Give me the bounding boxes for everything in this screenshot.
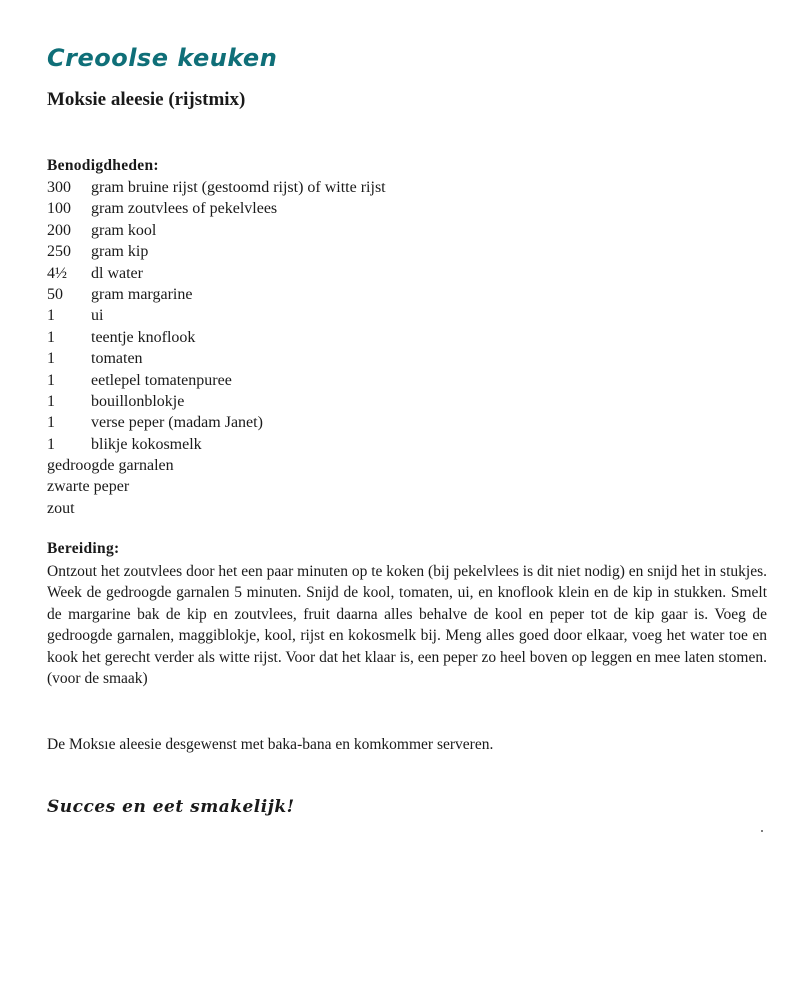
ingredient-item: [47, 284, 386, 305]
ingredient-name: gram zoutvlees of pekelvlees: [91, 200, 278, 218]
preparation-heading: Bereiding:: [47, 540, 120, 557]
scan-speck: [761, 830, 763, 832]
ingredient-item: [47, 412, 386, 433]
ingredient-item: [47, 241, 386, 262]
ingredient-item: [47, 327, 386, 348]
ingredient-item: [47, 455, 386, 476]
ingredient-item: [47, 305, 386, 326]
ingredient-name: zwarte peper: [47, 478, 130, 496]
ingredient-quantity: 1: [47, 435, 55, 453]
ingredient-name: eetlepel tomatenpuree: [91, 371, 232, 389]
ingredient-quantity: 1: [47, 414, 55, 432]
ingredient-item: [47, 177, 386, 198]
ingredient-item: [47, 476, 386, 497]
serving-text: De Moksıe aleesie desgewenst met baka-bana en komkommer serveren.: [47, 736, 494, 753]
ingredient-name: teentje knoflook: [91, 328, 196, 346]
ingredient-name: ui: [91, 307, 104, 325]
ingredient-name: bouillonblokje: [91, 392, 185, 410]
ingredient-quantity: 250: [47, 243, 71, 261]
ingredient-quantity: 300: [47, 179, 71, 196]
ingredient-list: [47, 177, 386, 519]
ingredient-name: zout: [47, 499, 75, 517]
ingredient-item: [47, 434, 386, 455]
ingredient-name: tomaten: [91, 350, 143, 368]
ingredient-item: [47, 498, 386, 519]
ingredient-item: [47, 391, 386, 412]
brand-title: Creoolse keuken: [47, 44, 278, 72]
ingredient-quantity: 1: [47, 371, 55, 389]
ingredient-quantity: 1: [47, 328, 55, 346]
ingredient-name: gram kool: [91, 221, 157, 239]
ingredient-name: verse peper (madam Janet): [91, 414, 263, 432]
ingredient-quantity: 50: [47, 285, 63, 303]
ingredient-item: [47, 220, 386, 241]
ingredient-quantity: 1: [47, 392, 55, 410]
preparation-text: Ontzout het zoutvlees door het een paar minuten op te koken (bij pekelvlees is dit niet nodig) en snijd het in stukjes. Week de gedroogde garnalen 5 minuten. Snijd de kool, tomaten, ui, en knoflook klein en de kip in stukken. Smelt de margarine bak de kip en zoutvlees, fruit daarna alles behalve de kool en peper tot de kip gaar is. Voeg de gedroogde garnalen, maggiblokje, kool, rijst en kokosmelk bij. Meng alles goed door elkaar, voeg het water toe en kook het gerecht verder als witte rijst. Voor dat het klaar is, een peper zo heel boven op leggen en mee laten stomen.(voor de smaak): [47, 563, 767, 688]
ingredient-item: [47, 348, 386, 369]
ingredient-quantity: 1: [47, 307, 55, 325]
ingredient-quantity: 1: [47, 350, 55, 368]
ingredient-name: gram margarine: [91, 285, 193, 303]
ingredients-heading: Benodigdheden:: [47, 157, 159, 174]
ingredient-item: [47, 198, 386, 219]
ingredient-name: gram bruine rijst (gestoomd rijst) of witte rijst: [91, 179, 386, 196]
ingredient-quantity: 100: [47, 200, 71, 218]
ingredient-item: [47, 370, 386, 391]
recipe-title: Moksie aleesie (rijstmix): [47, 89, 246, 110]
ingredient-name: gedroogde garnalen: [47, 457, 174, 475]
ingredient-quantity: 200: [47, 221, 71, 239]
ingredient-item: [47, 263, 386, 284]
ingredient-name: gram kip: [91, 243, 149, 261]
ingredient-name: dl water: [91, 264, 143, 282]
closing-text: Succes en eet smakelijk!: [47, 797, 295, 817]
ingredient-name: blikje kokosmelk: [91, 435, 202, 453]
ingredient-quantity: 4½: [47, 264, 67, 282]
